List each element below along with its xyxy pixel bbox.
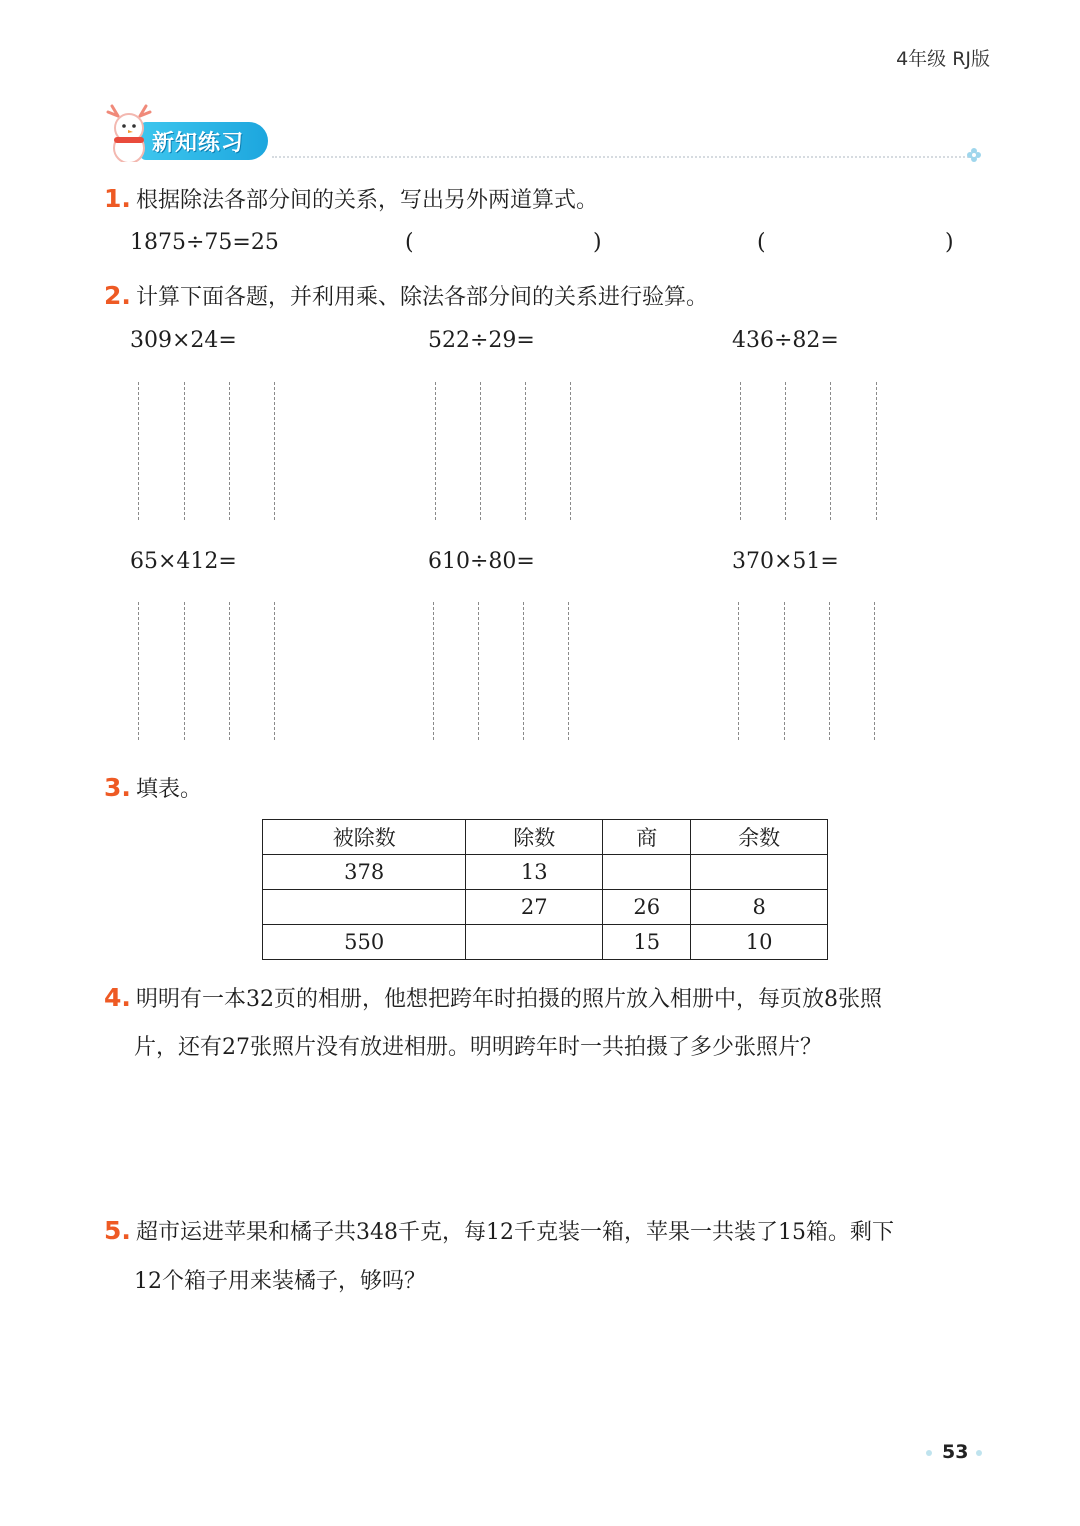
question-number: 4. — [104, 983, 131, 1012]
question-3 — [104, 772, 202, 803]
section-banner — [104, 104, 272, 162]
table-cell — [691, 855, 828, 890]
header-remainder: 余数 — [691, 820, 828, 855]
decor-dot — [926, 1450, 932, 1456]
question-1 — [104, 183, 598, 214]
table-row — [263, 925, 828, 960]
calc-problem: 65×412= — [130, 549, 237, 574]
answer-blank-2-open: ( — [757, 230, 766, 255]
table-header-row — [263, 820, 828, 855]
header-quotient: 商 — [603, 820, 691, 855]
division-table — [262, 819, 828, 960]
question-number: 1. — [104, 184, 131, 213]
table-row — [263, 855, 828, 890]
question-number: 5. — [104, 1216, 131, 1245]
calc-problem: 436÷82= — [732, 328, 839, 353]
answer-blank-2-close: ) — [945, 230, 954, 255]
calc-problem: 522÷29= — [428, 328, 535, 353]
question-text: 计算下面各题，并利用乘、除法各部分间的关系进行验算。 — [136, 285, 709, 310]
header-divisor: 除数 — [466, 820, 603, 855]
table-cell: 378 — [263, 855, 466, 890]
section-title: 新知练习 — [152, 131, 245, 156]
question-number: 2. — [104, 281, 131, 310]
table-cell — [263, 890, 466, 925]
page-number: 53 — [942, 1441, 969, 1463]
table-cell — [603, 855, 691, 890]
question-number: 3. — [104, 773, 131, 802]
answer-blank-1-close: ) — [593, 230, 602, 255]
question-text-continued: 12个箱子用来装橘子，够吗？ — [134, 1269, 426, 1294]
question-5 — [104, 1215, 894, 1246]
decor-dot — [976, 1450, 982, 1456]
section-divider — [272, 156, 972, 158]
question-text: 超市运进苹果和橘子共348千克，每12千克装一箱，苹果一共装了15箱。剩下 — [136, 1220, 894, 1245]
calc-problem: 370×51= — [732, 549, 839, 574]
question-text: 根据除法各部分间的关系，写出另外两道算式。 — [136, 188, 599, 213]
question-text: 填表。 — [136, 777, 203, 802]
table-cell: 13 — [466, 855, 603, 890]
grade-edition-label: 4年级 RJ版 — [896, 48, 990, 70]
header-dividend: 被除数 — [263, 820, 466, 855]
table-cell: 550 — [263, 925, 466, 960]
question-text-continued: 片，还有27张照片没有放进相册。明明跨年时一共拍摄了多少张照片？ — [134, 1035, 822, 1060]
question-4 — [104, 982, 882, 1013]
given-equation: 1875÷75=25 — [130, 230, 279, 255]
flower-icon — [966, 147, 982, 163]
table-cell: 15 — [603, 925, 691, 960]
table-cell: 27 — [466, 890, 603, 925]
table-row — [263, 890, 828, 925]
table-cell: 26 — [603, 890, 691, 925]
question-2 — [104, 280, 708, 311]
table-cell: 10 — [691, 925, 828, 960]
calc-problem: 610÷80= — [428, 549, 535, 574]
table-cell — [466, 925, 603, 960]
table-cell: 8 — [691, 890, 828, 925]
calc-problem: 309×24= — [130, 328, 237, 353]
answer-blank-1-open: ( — [405, 230, 414, 255]
question-text: 明明有一本32页的相册，他想把跨年时拍摄的照片放入相册中，每页放8张照 — [136, 987, 882, 1012]
